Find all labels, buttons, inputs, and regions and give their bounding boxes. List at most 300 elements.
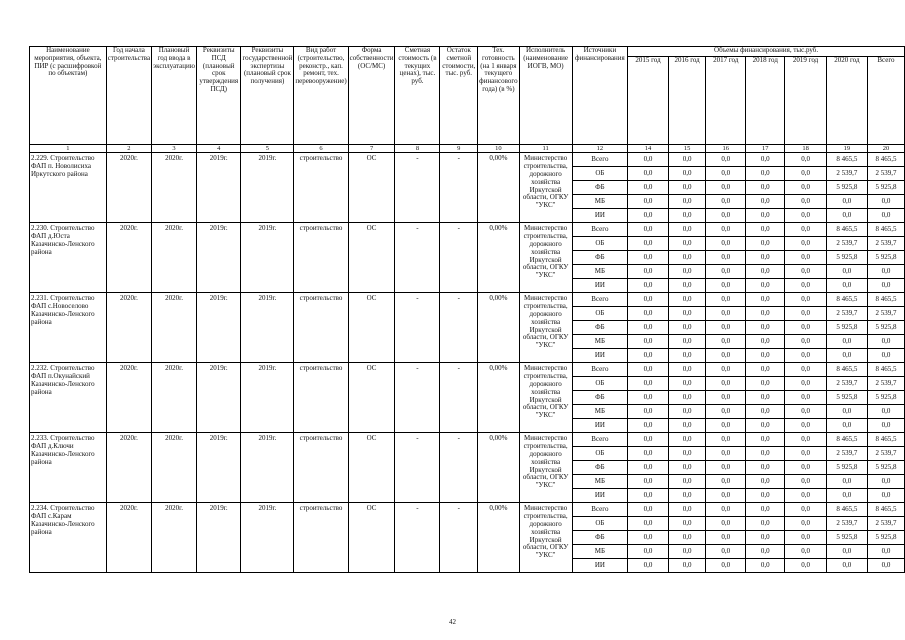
value-cell: 0,0 bbox=[785, 167, 827, 181]
value-cell: 0,0 bbox=[668, 517, 705, 531]
value-cell: 0,0 bbox=[746, 153, 785, 167]
source-cell: ОБ bbox=[572, 517, 628, 531]
expert-cell: 2019г. bbox=[241, 363, 294, 433]
value-cell: 2 539,7 bbox=[826, 167, 867, 181]
value-cell: 0,0 bbox=[746, 167, 785, 181]
value-cell: 0,0 bbox=[628, 363, 669, 377]
source-cell: Всего bbox=[572, 223, 628, 237]
estimate-cell: - bbox=[395, 363, 440, 433]
column-number: 16 bbox=[706, 145, 746, 153]
value-cell: 5 925,8 bbox=[826, 321, 867, 335]
value-cell: 0,0 bbox=[628, 517, 669, 531]
ownership-cell: ОС bbox=[348, 153, 395, 223]
value-cell: 0,0 bbox=[706, 265, 746, 279]
value-cell: 0,0 bbox=[746, 363, 785, 377]
column-number: 17 bbox=[746, 145, 785, 153]
ownership-cell: ОС bbox=[348, 293, 395, 363]
value-cell: 0,0 bbox=[668, 447, 705, 461]
hdr-work-type: Вид работ (строительство, реконстр., кап. ремонт, тех. перевооружение) bbox=[294, 47, 348, 145]
value-cell: 0,0 bbox=[826, 419, 867, 433]
value-cell: 0,0 bbox=[628, 335, 669, 349]
source-cell: Всего bbox=[572, 153, 628, 167]
value-cell: 0,0 bbox=[706, 405, 746, 419]
value-cell: 0,0 bbox=[668, 391, 705, 405]
value-cell: 0,0 bbox=[826, 335, 867, 349]
value-cell: 8 465,5 bbox=[867, 433, 904, 447]
value-cell: 0,0 bbox=[628, 391, 669, 405]
value-cell: 0,0 bbox=[706, 335, 746, 349]
source-cell: МБ bbox=[572, 335, 628, 349]
value-cell: 0,0 bbox=[706, 223, 746, 237]
value-cell: 0,0 bbox=[628, 251, 669, 265]
value-cell: 2 539,7 bbox=[867, 377, 904, 391]
value-cell: 0,0 bbox=[706, 181, 746, 195]
remaining-cell: - bbox=[440, 363, 478, 433]
executor-cell: Министерство строительства, дорожного хозяйства Иркутской области, ОГКУ "УКС" bbox=[519, 363, 572, 433]
value-cell: 0,0 bbox=[706, 349, 746, 363]
value-cell: 5 925,8 bbox=[826, 531, 867, 545]
executor-cell: Министерство строительства, дорожного хозяйства Иркутской области, ОГКУ "УКС" bbox=[519, 503, 572, 573]
value-cell: 0,0 bbox=[668, 335, 705, 349]
value-cell: 0,0 bbox=[706, 391, 746, 405]
object-name: 2.230. Строительство ФАП д.Юста Казачинско-Ленского района bbox=[30, 223, 107, 293]
value-cell: 0,0 bbox=[628, 447, 669, 461]
value-cell: 0,0 bbox=[785, 545, 827, 559]
table-row bbox=[30, 503, 905, 517]
value-cell: 0,0 bbox=[668, 251, 705, 265]
value-cell: 0,0 bbox=[628, 265, 669, 279]
source-cell: ФБ bbox=[572, 531, 628, 545]
estimate-cell: - bbox=[395, 223, 440, 293]
value-cell: 0,0 bbox=[785, 265, 827, 279]
value-cell: 0,0 bbox=[785, 391, 827, 405]
value-cell: 0,0 bbox=[785, 531, 827, 545]
value-cell: 0,0 bbox=[628, 167, 669, 181]
value-cell: 0,0 bbox=[746, 251, 785, 265]
expert-cell: 2019г. bbox=[241, 293, 294, 363]
readiness-cell: 0,00% bbox=[478, 433, 519, 503]
value-cell: 0,0 bbox=[628, 293, 669, 307]
source-cell: ФБ bbox=[572, 391, 628, 405]
value-cell: 0,0 bbox=[628, 223, 669, 237]
object-name: 2.232. Строительство ФАП п.Окунайский Казачинско-Ленского района bbox=[30, 363, 107, 433]
value-cell: 0,0 bbox=[746, 279, 785, 293]
financing-table bbox=[29, 46, 905, 573]
value-cell: 0,0 bbox=[668, 531, 705, 545]
value-cell: 0,0 bbox=[785, 461, 827, 475]
table-row bbox=[30, 433, 905, 447]
value-cell: 0,0 bbox=[706, 461, 746, 475]
year-start-cell: 2020г. bbox=[106, 223, 151, 293]
source-cell: Всего bbox=[572, 363, 628, 377]
readiness-cell: 0,00% bbox=[478, 503, 519, 573]
value-cell: 2 539,7 bbox=[867, 447, 904, 461]
value-cell: 0,0 bbox=[668, 475, 705, 489]
remaining-cell: - bbox=[440, 223, 478, 293]
executor-cell: Министерство строительства, дорожного хозяйства Иркутской области, ОГКУ "УКС" bbox=[519, 223, 572, 293]
value-cell: 0,0 bbox=[668, 489, 705, 503]
value-cell: 0,0 bbox=[746, 391, 785, 405]
value-cell: 8 465,5 bbox=[826, 433, 867, 447]
value-cell: 0,0 bbox=[706, 321, 746, 335]
planned-year-cell: 2020г. bbox=[152, 433, 197, 503]
value-cell: 5 925,8 bbox=[867, 181, 904, 195]
value-cell: 0,0 bbox=[785, 503, 827, 517]
value-cell: 0,0 bbox=[867, 349, 904, 363]
value-cell: 0,0 bbox=[746, 419, 785, 433]
value-cell: 5 925,8 bbox=[826, 251, 867, 265]
value-cell: 0,0 bbox=[706, 195, 746, 209]
source-cell: МБ bbox=[572, 545, 628, 559]
value-cell: 0,0 bbox=[668, 265, 705, 279]
value-cell: 8 465,5 bbox=[826, 223, 867, 237]
value-cell: 0,0 bbox=[746, 461, 785, 475]
value-cell: 0,0 bbox=[706, 167, 746, 181]
value-cell: 0,0 bbox=[746, 447, 785, 461]
value-cell: 0,0 bbox=[668, 349, 705, 363]
ownership-cell: ОС bbox=[348, 363, 395, 433]
executor-cell: Министерство строительства, дорожного хозяйства Иркутской области, ОГКУ "УКС" bbox=[519, 433, 572, 503]
value-cell: 8 465,5 bbox=[826, 363, 867, 377]
psd-cell: 2019г. bbox=[196, 363, 240, 433]
value-cell: 0,0 bbox=[746, 475, 785, 489]
source-cell: ИИ bbox=[572, 489, 628, 503]
value-cell: 8 465,5 bbox=[867, 223, 904, 237]
value-cell: 2 539,7 bbox=[826, 307, 867, 321]
ownership-cell: ОС bbox=[348, 433, 395, 503]
table-row bbox=[30, 363, 905, 377]
hdr-year: 2018 год bbox=[746, 57, 785, 145]
value-cell: 0,0 bbox=[706, 447, 746, 461]
value-cell: 0,0 bbox=[746, 195, 785, 209]
hdr-name: Наименование мероприятия, объекта, ПИР (с расшифровкой по объектам) bbox=[30, 47, 107, 145]
column-number-row bbox=[30, 145, 905, 153]
value-cell: 5 925,8 bbox=[867, 461, 904, 475]
estimate-cell: - bbox=[395, 153, 440, 223]
value-cell: 0,0 bbox=[668, 237, 705, 251]
source-cell: Всего bbox=[572, 293, 628, 307]
object-name: 2.229. Строительство ФАП п. Новолисиха Иркутского района bbox=[30, 153, 107, 223]
value-cell: 0,0 bbox=[826, 545, 867, 559]
value-cell: 0,0 bbox=[867, 489, 904, 503]
value-cell: 8 465,5 bbox=[867, 153, 904, 167]
value-cell: 0,0 bbox=[628, 545, 669, 559]
value-cell: 0,0 bbox=[746, 209, 785, 223]
source-cell: ОБ bbox=[572, 447, 628, 461]
value-cell: 0,0 bbox=[628, 153, 669, 167]
value-cell: 0,0 bbox=[668, 419, 705, 433]
page-number: 42 bbox=[449, 618, 456, 626]
column-number: 11 bbox=[519, 145, 572, 153]
value-cell: 0,0 bbox=[785, 489, 827, 503]
value-cell: 5 925,8 bbox=[826, 461, 867, 475]
year-start-cell: 2020г. bbox=[106, 153, 151, 223]
value-cell: 0,0 bbox=[668, 209, 705, 223]
value-cell: 0,0 bbox=[746, 181, 785, 195]
value-cell: 0,0 bbox=[785, 181, 827, 195]
column-number: 3 bbox=[152, 145, 197, 153]
value-cell: 0,0 bbox=[668, 293, 705, 307]
source-cell: ИИ bbox=[572, 559, 628, 573]
source-cell: ИИ bbox=[572, 209, 628, 223]
remaining-cell: - bbox=[440, 503, 478, 573]
value-cell: 0,0 bbox=[826, 209, 867, 223]
value-cell: 0,0 bbox=[785, 447, 827, 461]
executor-cell: Министерство строительства, дорожного хозяйства Иркутской области, ОГКУ "УКС" bbox=[519, 153, 572, 223]
value-cell: 0,0 bbox=[628, 209, 669, 223]
value-cell: 0,0 bbox=[628, 475, 669, 489]
column-number: 8 bbox=[395, 145, 440, 153]
value-cell: 0,0 bbox=[785, 559, 827, 573]
value-cell: 0,0 bbox=[785, 433, 827, 447]
value-cell: 0,0 bbox=[706, 433, 746, 447]
value-cell: 0,0 bbox=[668, 405, 705, 419]
source-cell: МБ bbox=[572, 405, 628, 419]
value-cell: 0,0 bbox=[785, 153, 827, 167]
ownership-cell: ОС bbox=[348, 223, 395, 293]
work-type-cell: строительство bbox=[294, 503, 348, 573]
hdr-year: 2020 год bbox=[826, 57, 867, 145]
planned-year-cell: 2020г. bbox=[152, 503, 197, 573]
year-start-cell: 2020г. bbox=[106, 433, 151, 503]
source-cell: ОБ bbox=[572, 237, 628, 251]
value-cell: 0,0 bbox=[668, 559, 705, 573]
expert-cell: 2019г. bbox=[241, 223, 294, 293]
value-cell: 0,0 bbox=[826, 489, 867, 503]
value-cell: 0,0 bbox=[826, 475, 867, 489]
hdr-remaining: Остаток сметной стоимости, тыс. руб. bbox=[440, 47, 478, 145]
hdr-executor: Исполнитель (наименование ИОГВ, МО) bbox=[519, 47, 572, 145]
source-cell: ИИ bbox=[572, 279, 628, 293]
value-cell: 0,0 bbox=[706, 363, 746, 377]
value-cell: 0,0 bbox=[785, 349, 827, 363]
value-cell: 0,0 bbox=[785, 279, 827, 293]
value-cell: 5 925,8 bbox=[826, 181, 867, 195]
value-cell: 0,0 bbox=[706, 559, 746, 573]
hdr-estimate: Сметная стоимость (в текущих ценах), тыс. руб. bbox=[395, 47, 440, 145]
source-cell: Всего bbox=[572, 433, 628, 447]
value-cell: 0,0 bbox=[628, 237, 669, 251]
value-cell: 8 465,5 bbox=[867, 503, 904, 517]
value-cell: 2 539,7 bbox=[867, 517, 904, 531]
planned-year-cell: 2020г. bbox=[152, 293, 197, 363]
value-cell: 0,0 bbox=[785, 251, 827, 265]
table-row bbox=[30, 223, 905, 237]
value-cell: 0,0 bbox=[628, 559, 669, 573]
column-number: 1 bbox=[30, 145, 107, 153]
value-cell: 0,0 bbox=[668, 321, 705, 335]
value-cell: 0,0 bbox=[785, 517, 827, 531]
source-cell: ОБ bbox=[572, 377, 628, 391]
value-cell: 0,0 bbox=[628, 349, 669, 363]
value-cell: 2 539,7 bbox=[826, 237, 867, 251]
value-cell: 0,0 bbox=[826, 265, 867, 279]
value-cell: 8 465,5 bbox=[826, 503, 867, 517]
value-cell: 0,0 bbox=[746, 307, 785, 321]
psd-cell: 2019г. bbox=[196, 503, 240, 573]
object-name: 2.231. Строительство ФАП с.Новоселово Казачинско-Ленского района bbox=[30, 293, 107, 363]
column-number: 6 bbox=[294, 145, 348, 153]
value-cell: 0,0 bbox=[746, 405, 785, 419]
value-cell: 0,0 bbox=[867, 475, 904, 489]
readiness-cell: 0,00% bbox=[478, 223, 519, 293]
value-cell: 0,0 bbox=[668, 195, 705, 209]
value-cell: 0,0 bbox=[785, 377, 827, 391]
psd-cell: 2019г. bbox=[196, 153, 240, 223]
value-cell: 5 925,8 bbox=[867, 531, 904, 545]
value-cell: 0,0 bbox=[668, 503, 705, 517]
value-cell: 0,0 bbox=[867, 279, 904, 293]
value-cell: 0,0 bbox=[785, 321, 827, 335]
value-cell: 0,0 bbox=[706, 153, 746, 167]
year-start-cell: 2020г. bbox=[106, 293, 151, 363]
planned-year-cell: 2020г. bbox=[152, 363, 197, 433]
value-cell: 0,0 bbox=[628, 503, 669, 517]
value-cell: 0,0 bbox=[628, 195, 669, 209]
value-cell: 0,0 bbox=[668, 433, 705, 447]
planned-year-cell: 2020г. bbox=[152, 223, 197, 293]
estimate-cell: - bbox=[395, 293, 440, 363]
psd-cell: 2019г. bbox=[196, 293, 240, 363]
value-cell: 0,0 bbox=[746, 531, 785, 545]
value-cell: 8 465,5 bbox=[867, 293, 904, 307]
hdr-year: 2015 год bbox=[628, 57, 669, 145]
work-type-cell: строительство bbox=[294, 433, 348, 503]
value-cell: 0,0 bbox=[867, 545, 904, 559]
source-cell: МБ bbox=[572, 265, 628, 279]
value-cell: 0,0 bbox=[706, 517, 746, 531]
source-cell: Всего bbox=[572, 503, 628, 517]
value-cell: 0,0 bbox=[746, 293, 785, 307]
value-cell: 0,0 bbox=[746, 321, 785, 335]
value-cell: 0,0 bbox=[668, 545, 705, 559]
expert-cell: 2019г. bbox=[241, 433, 294, 503]
value-cell: 0,0 bbox=[826, 349, 867, 363]
value-cell: 0,0 bbox=[785, 363, 827, 377]
source-cell: ОБ bbox=[572, 167, 628, 181]
value-cell: 0,0 bbox=[668, 181, 705, 195]
readiness-cell: 0,00% bbox=[478, 363, 519, 433]
source-cell: МБ bbox=[572, 475, 628, 489]
value-cell: 0,0 bbox=[706, 503, 746, 517]
estimate-cell: - bbox=[395, 433, 440, 503]
value-cell: 0,0 bbox=[706, 251, 746, 265]
readiness-cell: 0,00% bbox=[478, 153, 519, 223]
value-cell: 0,0 bbox=[746, 545, 785, 559]
source-cell: ФБ bbox=[572, 321, 628, 335]
column-number: 14 bbox=[628, 145, 669, 153]
value-cell: 0,0 bbox=[706, 237, 746, 251]
value-cell: 0,0 bbox=[628, 321, 669, 335]
object-name: 2.234. Строительство ФАП с.Карам Казачинско-Ленского района bbox=[30, 503, 107, 573]
value-cell: 0,0 bbox=[628, 489, 669, 503]
hdr-planned-year: Плановый год ввода в эксплуатацию bbox=[152, 47, 197, 145]
value-cell: 8 465,5 bbox=[826, 293, 867, 307]
value-cell: 0,0 bbox=[746, 489, 785, 503]
hdr-year: 2017 год bbox=[706, 57, 746, 145]
table-row bbox=[30, 293, 905, 307]
value-cell: 0,0 bbox=[746, 335, 785, 349]
value-cell: 5 925,8 bbox=[826, 391, 867, 405]
value-cell: 0,0 bbox=[628, 531, 669, 545]
value-cell: 2 539,7 bbox=[867, 167, 904, 181]
table-row bbox=[30, 153, 905, 167]
column-number: 7 bbox=[348, 145, 395, 153]
value-cell: 0,0 bbox=[867, 195, 904, 209]
value-cell: 0,0 bbox=[785, 195, 827, 209]
source-cell: МБ bbox=[572, 195, 628, 209]
object-name: 2.233. Строительство ФАП д.Ключи Казачинско-Ленского района bbox=[30, 433, 107, 503]
column-number: 20 bbox=[867, 145, 904, 153]
value-cell: 0,0 bbox=[706, 377, 746, 391]
value-cell: 0,0 bbox=[668, 363, 705, 377]
value-cell: 0,0 bbox=[668, 461, 705, 475]
hdr-expert: Реквизиты государственной экспертизы (плановый срок получения) bbox=[241, 47, 294, 145]
value-cell: 0,0 bbox=[867, 405, 904, 419]
column-number: 12 bbox=[572, 145, 628, 153]
value-cell: 0,0 bbox=[628, 405, 669, 419]
value-cell: 8 465,5 bbox=[826, 153, 867, 167]
source-cell: ОБ bbox=[572, 307, 628, 321]
value-cell: 0,0 bbox=[628, 461, 669, 475]
column-number: 15 bbox=[668, 145, 705, 153]
work-type-cell: строительство bbox=[294, 293, 348, 363]
value-cell: 5 925,8 bbox=[867, 391, 904, 405]
value-cell: 2 539,7 bbox=[867, 237, 904, 251]
value-cell: 0,0 bbox=[668, 377, 705, 391]
value-cell: 0,0 bbox=[668, 279, 705, 293]
value-cell: 0,0 bbox=[706, 419, 746, 433]
value-cell: 0,0 bbox=[867, 419, 904, 433]
value-cell: 0,0 bbox=[706, 545, 746, 559]
expert-cell: 2019г. bbox=[241, 153, 294, 223]
hdr-readiness: Тех. готовность (на 1 января текущего финансового года) (в %) bbox=[478, 47, 519, 145]
value-cell: 0,0 bbox=[628, 377, 669, 391]
column-number: 19 bbox=[826, 145, 867, 153]
value-cell: 0,0 bbox=[628, 433, 669, 447]
column-number: 5 bbox=[241, 145, 294, 153]
value-cell: 2 539,7 bbox=[826, 447, 867, 461]
year-start-cell: 2020г. bbox=[106, 503, 151, 573]
value-cell: 0,0 bbox=[746, 265, 785, 279]
value-cell: 0,0 bbox=[867, 559, 904, 573]
value-cell: 0,0 bbox=[668, 307, 705, 321]
value-cell: 0,0 bbox=[668, 167, 705, 181]
column-number: 2 bbox=[106, 145, 151, 153]
value-cell: 2 539,7 bbox=[867, 307, 904, 321]
value-cell: 0,0 bbox=[785, 209, 827, 223]
value-cell: 0,0 bbox=[746, 349, 785, 363]
hdr-sources: Источники финансирования bbox=[572, 47, 628, 145]
readiness-cell: 0,00% bbox=[478, 293, 519, 363]
hdr-year-start: Год начала строительства bbox=[106, 47, 151, 145]
value-cell: 0,0 bbox=[706, 293, 746, 307]
value-cell: 0,0 bbox=[785, 307, 827, 321]
hdr-year: 2019 год bbox=[785, 57, 827, 145]
hdr-funding-title: Объемы финансирования, тыс.руб. bbox=[628, 47, 905, 57]
value-cell: 0,0 bbox=[628, 279, 669, 293]
value-cell: 0,0 bbox=[785, 335, 827, 349]
hdr-ownership: Форма собственности (ОС/МС) bbox=[348, 47, 395, 145]
work-type-cell: строительство bbox=[294, 363, 348, 433]
source-cell: ФБ bbox=[572, 181, 628, 195]
value-cell: 0,0 bbox=[746, 237, 785, 251]
column-number: 10 bbox=[478, 145, 519, 153]
source-cell: ФБ bbox=[572, 251, 628, 265]
value-cell: 8 465,5 bbox=[867, 363, 904, 377]
psd-cell: 2019г. bbox=[196, 223, 240, 293]
value-cell: 0,0 bbox=[746, 517, 785, 531]
